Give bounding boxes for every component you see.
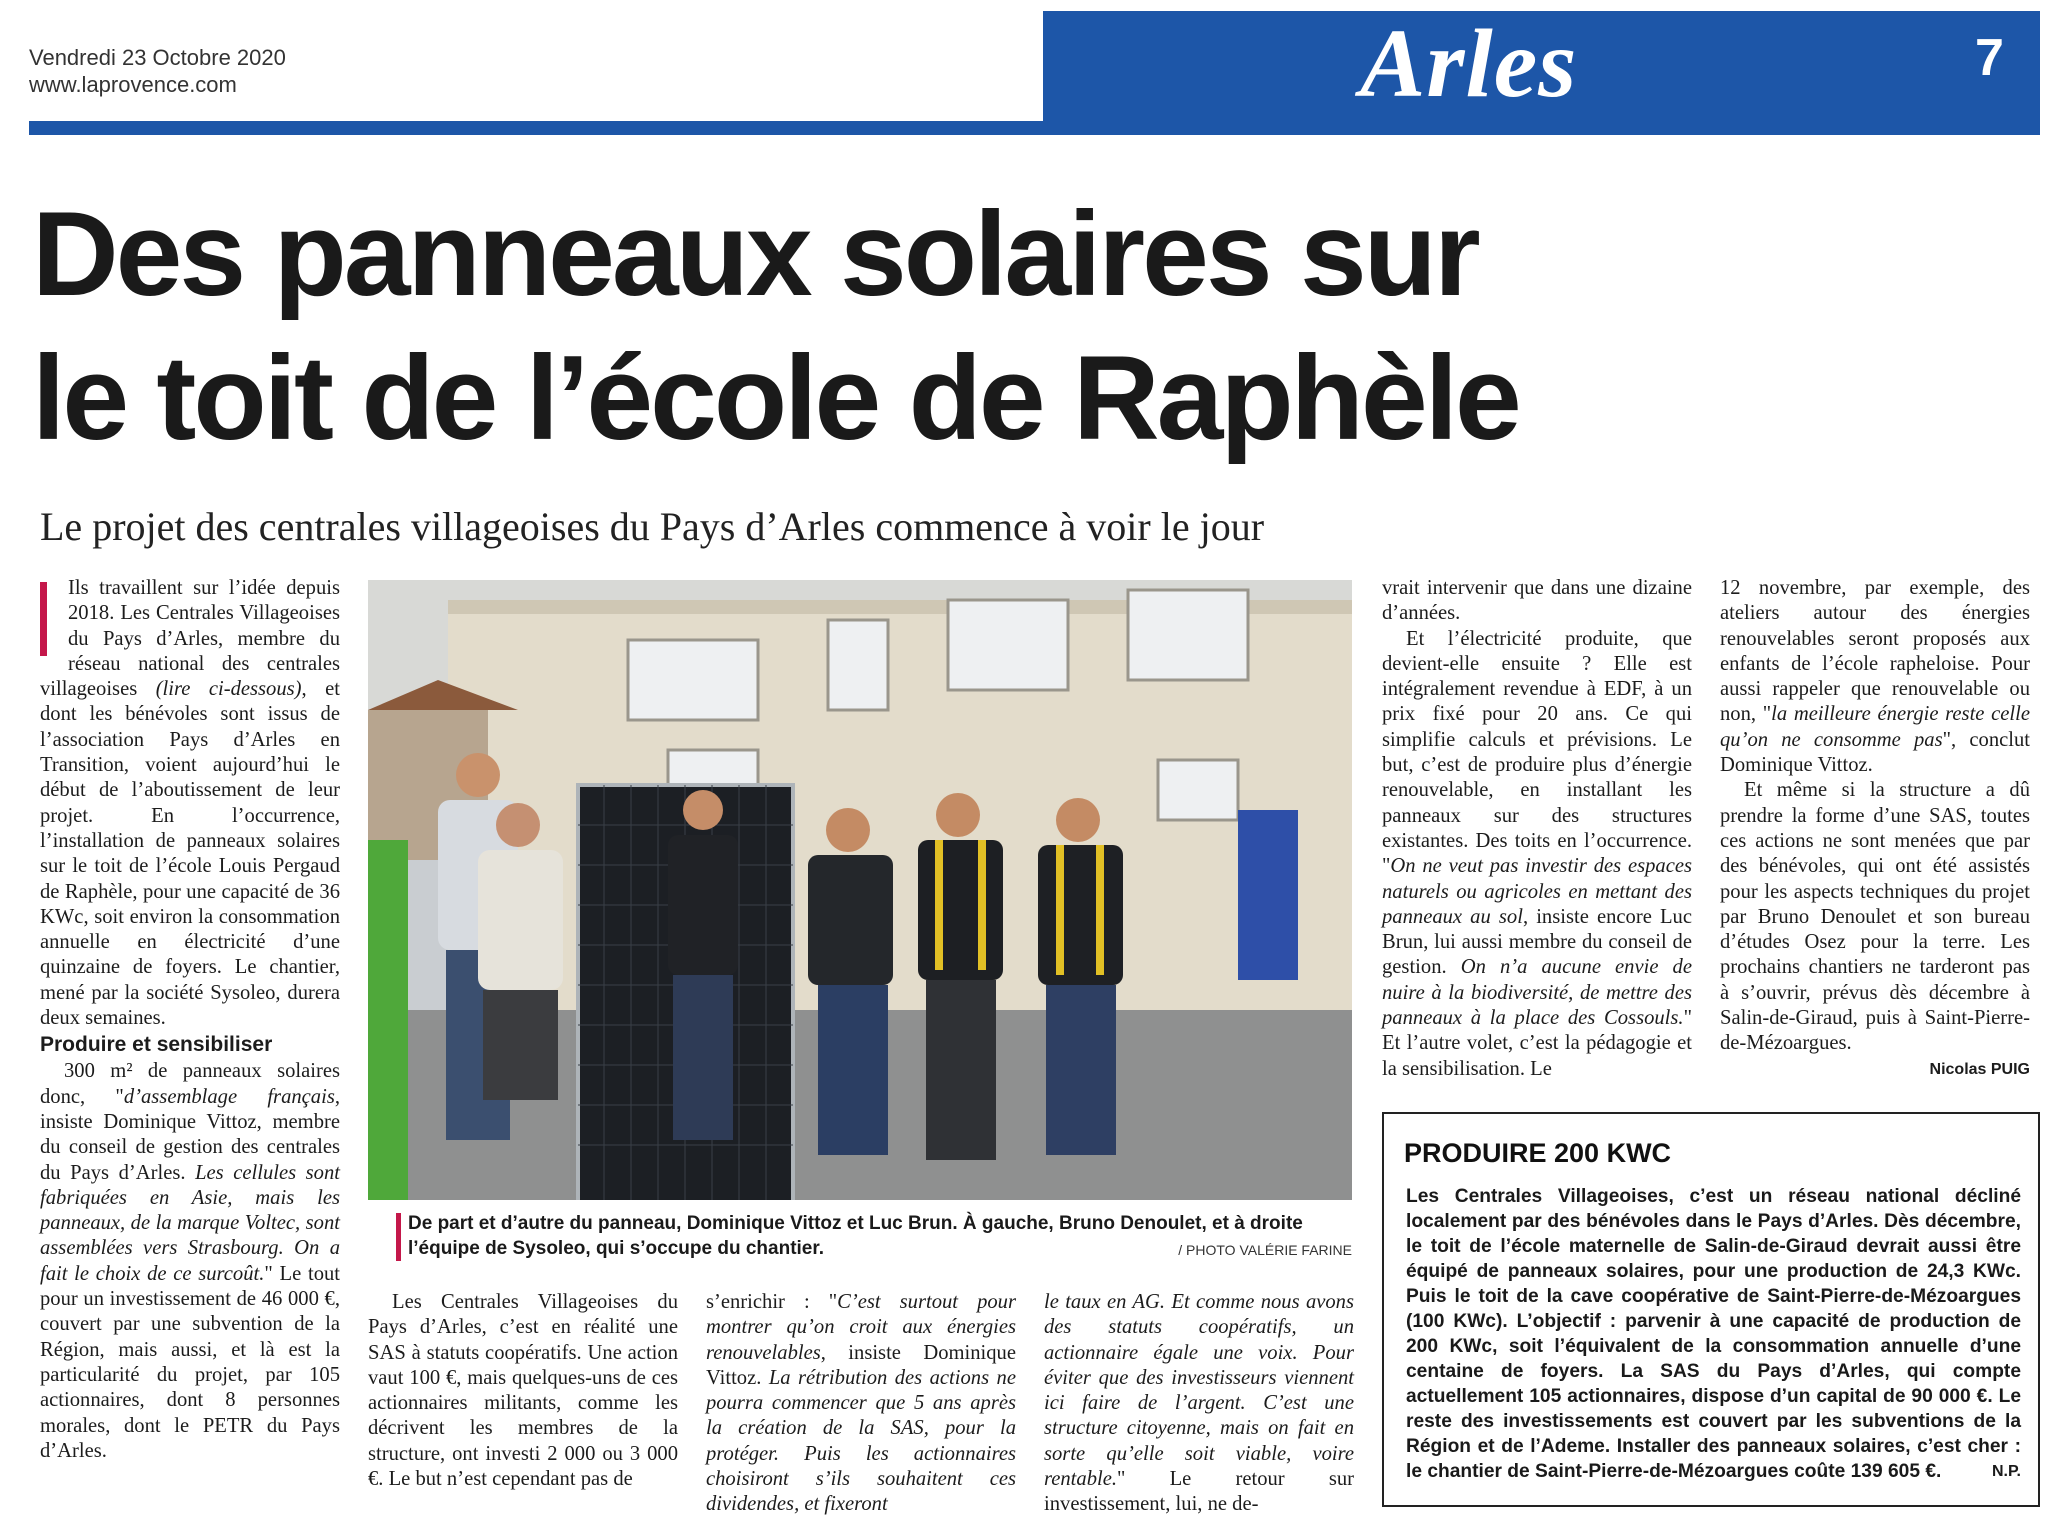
dropcap-marker [40,582,54,656]
section-title: Arles [1360,10,1578,118]
paragraph: Et l’électricité produite, que devient-elle ensuite ? Elle est intégralement revendue à EDF, à un prix fixé pour 20 ans. Ce qui simplifie calculs et prévisions. Le but, c’est de produire plus d’énergie renouvelable, en installant les panneaux sur des structures existantes. Des toits en l’occurrence. "On ne veut pas investir des espaces naturels ou agricoles en mettant des panneaux au sol, insiste encore Luc Brun, lui aussi membre du conseil de gestion. On n’a aucune envie de nuire à la biodiversité, de mettre des panneaux à la place des Cossouls." Et l’autre volet, c’est la pédagogie et la sensibilisation. Le [1382,627,1692,1080]
article-deck: Le projet des centrales villageoises du Pays d’Arles commence à voir le jour [40,504,1265,549]
article-column-5 [1382,576,1692,1082]
sidebar-box-text: Les Centrales Villageoises, c’est un réseau national décliné localement par des bénévoles dans le Pays d’Arles. Dès décembre, le toit de l’école maternelle de Salin-de-Giraud devrait aussi être équipé de panneaux solaires, pour une production de 24,3 KWc. Puis le toit de la cave coopérative de Saint-Pierre-de-Mézoargues (100 KWc). L’objectif : parvenir à une capacité de production de 200 KWc, soit l’équivalent de la consommation annuelle d’une centaine de foyers. La SAS du Pays d’Arles, qui compte actuellement 105 actionnaires, dispose d’un capital de 90 000 €. Le reste des investissements est couvert par les subventions de la Région et de l’Ademe. Installer des panneaux solaires, c’est cher : le chantier de Saint-Pierre-de-Mézoargues coûte 139 605 €. [1406,1186,2021,1482]
paragraph: Les Centrales Villageoises du Pays d’Arles, c’est en réalité une SAS à statuts coopératifs. Une action vaut 100 €, mais quelques-uns de ces actionnaires militants, comme les décrivent les membres de la structure, ont investi 2 000 ou 3 000 €. Le but n’est cependant pas de [368,1291,678,1491]
article-column-2 [368,1290,678,1492]
author-signature: Nicolas PUIG [1929,1060,2030,1078]
header-rule [29,121,2040,135]
sidebar-box-title: PRODUIRE 200 KWC [1404,1138,1672,1168]
photo-caption: De part et d’autre du panneau, Dominique Vittoz et Luc Brun. À gauche, Bruno Denoulet, et à droite l’équipe de Sysoleo, qui s’occupe du chantier. [408,1213,1303,1259]
sidebar-box-signature: N.P. [1991,1463,2021,1480]
article-column-1 [40,576,340,1464]
article-column-4 [1044,1290,1354,1518]
website-link[interactable]: www.laprovence.com [29,72,237,97]
paragraph: 300 m² de panneaux solaires donc, "d’assemblage français, insiste Dominique Vittoz, membre du conseil de gestion des centrales du Pays d’Arles. Les cellules sont fabriquées en Asie, mais les panneaux, de la marque Voltec, sont assemblées vers Strasbourg. On a fait le choix de ce surcoût." Le tout pour un investissement de 46 000 €, couvert par une subvention de la Région, mais aussi, et là est la particularité du projet, par 105 actionnaires, dont 8 personnes morales, dont le PETR du Pays d’Arles. [40,1060,341,1462]
issue-info [29,44,286,98]
lead-paragraph: Ils travaillent sur l’idée depuis 2018. Les Centrales Villageoises du Pays d’Arles, membre du réseau national des centrales villageoises (lire ci-dessous), et dont les bénévoles sont issus de l’association Pays d’Arles en Transition, voient aujourd’hui le début de l’aboutissement de leur projet. En l’occurrence, l’installation de panneaux solaires sur le toit de l’école Louis Pergaud de Raphèle, pour une capacité de 36 KWc, soit environ la consommation annuelle en électricité d’une quinzaine de foyers. Le chantier, mené par la société Sysoleo, durera deux semaines. [40,577,340,1030]
headline-line-1: Des panneaux solaires sur [32,187,1478,321]
paragraph: s’enrichir : "C’est surtout pour montrer qu’on croit aux énergies renouvelables, insiste Dominique Vittoz. La rétribution des actions ne pourra commencer que 5 ans après la création de la SAS, pour la protéger. Puis les actionnaires choisiront s’ils souhaitent ces dividendes, et fixeront [706,1291,1016,1516]
article-column-6 [1720,576,2030,1082]
team-with-solar-panel-image [368,580,1352,1200]
page-number: 7 [1975,29,2004,87]
article-photo [368,580,1352,1200]
paragraph: Et même si la structure a dû prendre la forme d’une SAS, toutes ces actions ne sont menées que par des bénévoles, qui ont été assistés pour les aspects techniques du projet par Bruno Denoulet et son bureau d’études Osez pour la terre. Les prochains chantiers ne tarderont pas à s’ouvrir, prévus dès décembre à Salin-de-Giraud, puis à Saint-Pierre-de-Mézoargues. [1720,779,2030,1055]
caption-accent-bar [396,1213,401,1261]
subheading: Produire et sensibiliser [40,1033,273,1057]
issue-date: Vendredi 23 Octobre 2020 [29,45,286,70]
article-headline [32,182,2022,470]
article-column-3 [706,1290,1016,1518]
sidebar-box-body [1406,1184,2021,1484]
paragraph: le taux en AG. Et comme nous avons des statuts coopératifs, un actionnaire égale une voix. Pour éviter que des investisseurs viennent ici faire de l’argent. C’est une structure citoyenne, mais on fait en sorte qu’elle soit viable, voire rentable." Le retour sur investissement, lui, ne de- [1044,1291,1354,1516]
photo-credit: / PHOTO VALÉRIE FARINE [1178,1242,1352,1258]
paragraph: 12 novembre, par exemple, des ateliers autour des énergies renouvelables seront proposés aux enfants de l’école rapheloise. Pour aussi rappeler que renouvelable ou non, "la meilleure énergie reste celle qu’on ne consomme pas", conclut Dominique Vittoz. [1720,577,2030,777]
paragraph: vrait intervenir que dans une dizaine d’années. [1382,577,1692,625]
headline-line-2: le toit de l’école de Raphèle [32,331,1519,465]
